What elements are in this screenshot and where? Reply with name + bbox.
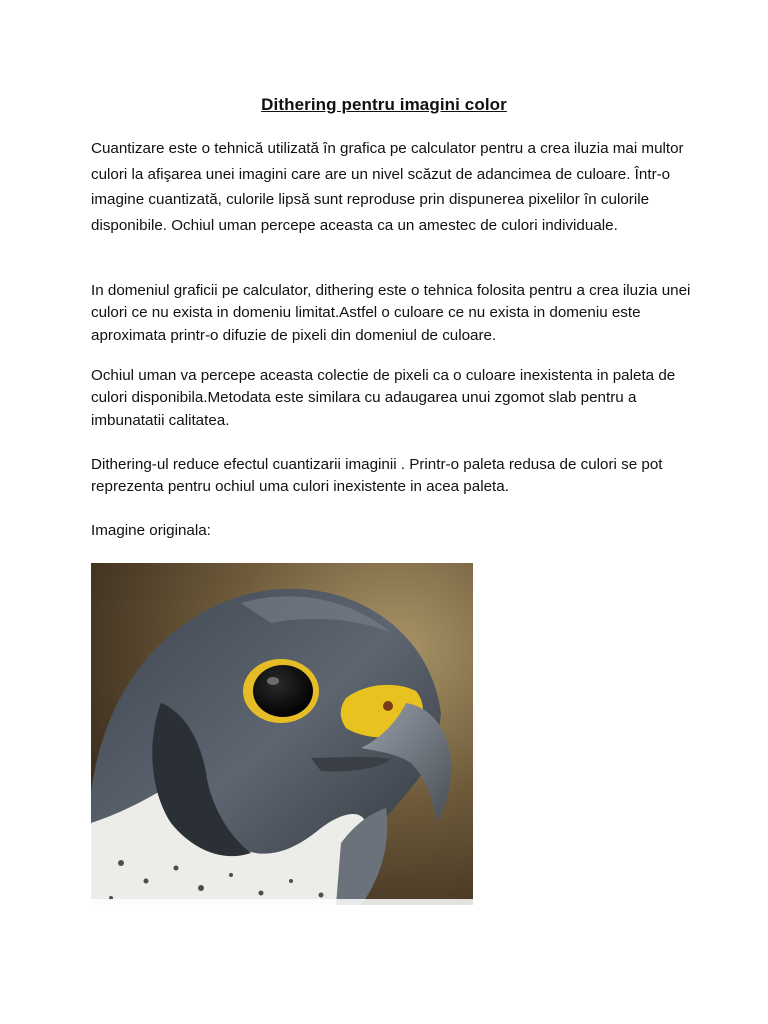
paragraph-quantization-effect: Dithering-ul reduce efectul cuantizarii imaginii . Printr-o paleta redusa de culori se pot reprezenta pentru ochiul uma culori inexistente in acea paleta. [91,456,663,496]
paragraph-dithering-definition: In domeniul graficii pe calculator, dithering este o tehnica folosita pentru a crea iluzia unei culori ce nu exista in domeniu limitat.Astfel o culoare ce nu exista in domeniu este aproximata printr-o difuzie de pixeli din domeniul de culoare. [91,282,691,344]
falcon-photo [91,563,473,905]
document-title: Dithering pentru imagini color [261,95,507,114]
paragraph-eye-perception: Ochiul uman va percepe aceasta colectie de pixeli ca o culoare inexistenta in paleta de culori disponibila.Metodata este similara cu adaugarea unui zgomot slab pentru a imbunatatii calitatea. [91,367,676,429]
falcon-eye [253,665,313,717]
paragraph-intro: Cuantizare este o tehnică utilizată în grafica pe calculator pentru a crea iluzia mai multor culori la afişarea unei imagini care are un nivel scăzut de adancimea de culoare. Într-o imagine cuantizată, culorile lipsă sunt reproduse prin dispunerea pixelilor în culorile disponibile. Ochiul uman percepe aceasta ca un amestec de culori individuale. [91,140,684,234]
original-image-caption: Imagine originala: [91,522,211,539]
